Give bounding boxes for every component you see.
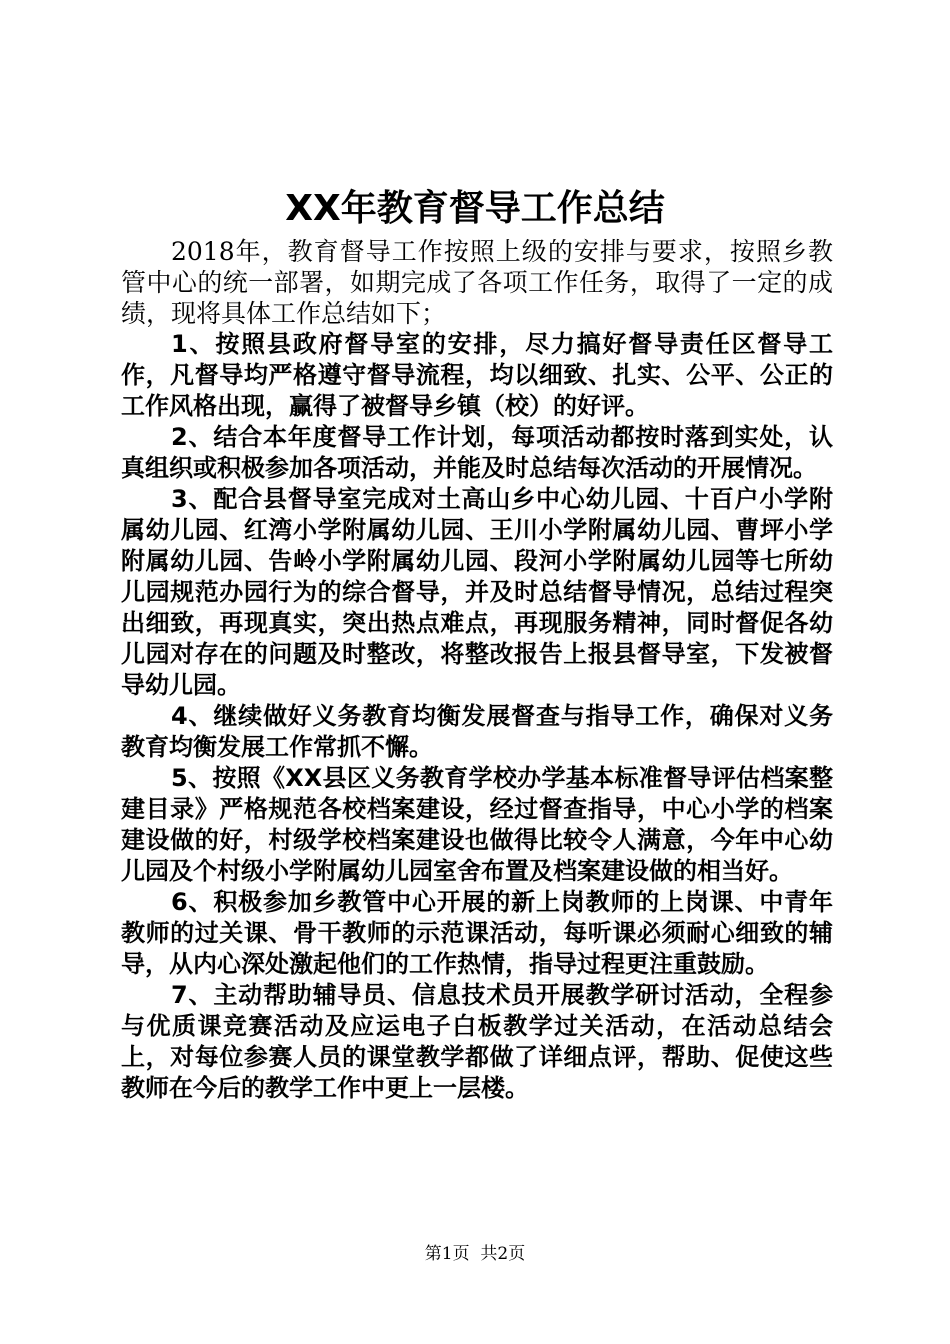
item-paragraph-7: 7、主动帮助辅导员、信息技术员开展教学研讨活动，全程参与优质课竞赛活动及应运电子白板教学过关活动，在活动总结会上，对每位参赛人员的课堂教学都做了详细点评，帮助、促使这些教师在今后的教学工作中更上一层楼。 [121,981,833,1102]
intro-paragraph: 2018年，教育督导工作按照上级的安排与要求，按照乡教管中心的统一部署，如期完成了各项工作任务，取得了一定的成绩，现将具体工作总结如下； [121,237,833,328]
item-paragraph-4: 4、继续做好义务教育均衡发展督查与指导工作，确保对义务教育均衡发展工作常抓不懈。 [121,702,833,761]
document-title: XX年教育督导工作总结 [285,188,665,229]
item-paragraph-5: 5、按照《XX县区义务教育学校办学基本标准督导评估档案整建目录》严格规范各校档案建设，经过督查指导，中心小学的档案建设做的好，村级学校档案建设也做得比较令人满意，今年中心幼儿园及个村级小学附属幼儿园室舍布置及档案建设做的相当好。 [121,764,833,885]
item-paragraph-3: 3、配合县督导室完成对土高山乡中心幼儿园、十百户小学附属幼儿园、红湾小学附属幼儿园、王川小学附属幼儿园、曹坪小学附属幼儿园、告岭小学附属幼儿园、段河小学附属幼儿园等七所幼儿园规范办园行为的综合督导，并及时总结督导情况，总结过程突出细致，再现真实，突出热点难点，再现服务精神，同时督促各幼儿园对存在的问题及时整改，将整改报告上报县督导室，下发被督导幼儿园。 [121,485,833,699]
item-paragraph-2: 2、结合本年度督导工作计划，每项活动都按时落到实处，认真组织或积极参加各项活动，并能及时总结每次活动的开展情况。 [121,423,833,482]
item-paragraph-6: 6、积极参加乡教管中心开展的新上岗教师的上岗课、中青年教师的过关课、骨干教师的示范课活动，每听课必须耐心细致的辅导，从内心深处激起他们的工作热情，指导过程更注重鼓励。 [121,888,833,978]
page-number-footer: 第1页 共2页 [424,1244,526,1264]
document-body [121,236,833,1104]
item-paragraph-1: 1、按照县政府督导室的安排，尽力搞好督导责任区督导工作，凡督导均严格遵守督导流程，均以细致、扎实、公平、公正的工作风格出现，赢得了被督导乡镇（校）的好评。 [121,330,833,420]
